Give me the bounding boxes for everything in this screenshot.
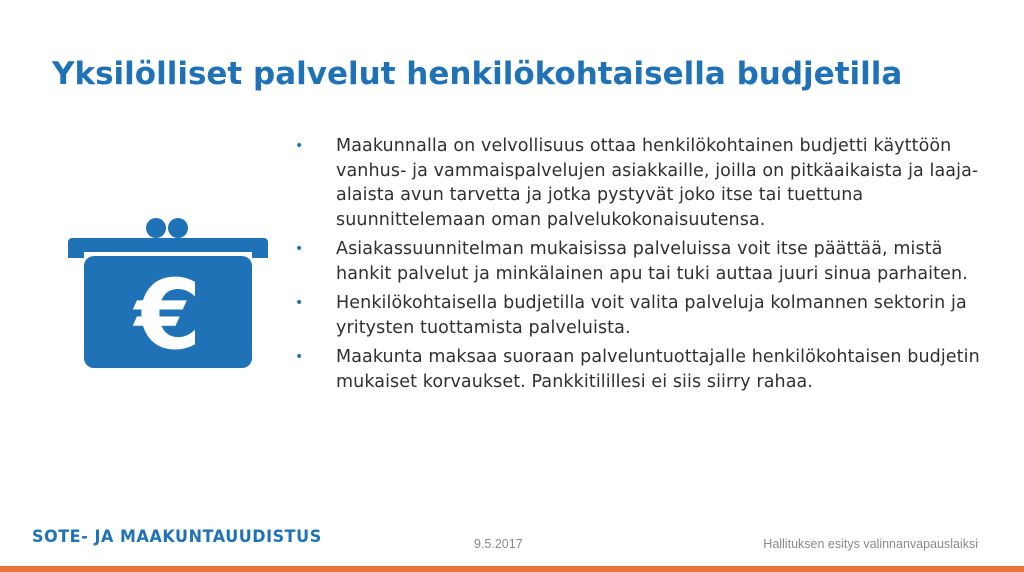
footer-date: 9.5.2017 xyxy=(474,537,523,551)
bullet-icon: • xyxy=(295,241,304,257)
list-item xyxy=(295,291,995,340)
bullet-text: Asiakassuunnitelman mukaisissa palveluissa voit itse päättää, mistä hankit palvelut ja minkälainen apu tai tuki auttaa juuri sinua parhaiten. xyxy=(336,239,968,284)
bullet-text: Henkilökohtaisella budjetilla voit valita palveluja kolmannen sektorin ja yritysten tuottamista palveluista. xyxy=(336,293,967,338)
footer-brand: SOTE- JA MAAKUNTAUUDISTUS xyxy=(32,527,322,547)
bullet-icon: • xyxy=(295,349,304,365)
list-item xyxy=(295,237,995,286)
bullet-text: Maakunnalla on velvollisuus ottaa henkilökohtainen budjetti käyttöön vanhus- ja vammaispalvelujen asiakkaille, joilla on pitkäaikaista ja laaja-alaista avun tarvetta ja jotka pystyvät joko itse tai tuettuna suunnittelemaan oman palvelukokonaisuutensa. xyxy=(336,136,979,230)
slide-title: Yksilölliset palvelut henkilökohtaisella budjetilla xyxy=(52,56,903,92)
bullet-icon: • xyxy=(295,295,304,311)
list-item xyxy=(295,345,995,394)
list-item xyxy=(295,134,995,232)
euro-wallet-icon xyxy=(64,214,272,370)
footer-description: Hallituksen esitys valinnanvapauslaiksi xyxy=(763,537,978,551)
svg-text:€: € xyxy=(134,259,202,370)
footer-accent-line xyxy=(0,566,1024,572)
bullet-list xyxy=(295,134,995,399)
bullet-text: Maakunta maksaa suoraan palveluntuottajalle henkilökohtaisen budjetin mukaiset korvaukset. Pankkitilillesi ei siis siirry rahaa. xyxy=(336,347,980,392)
bullet-icon: • xyxy=(295,138,304,154)
